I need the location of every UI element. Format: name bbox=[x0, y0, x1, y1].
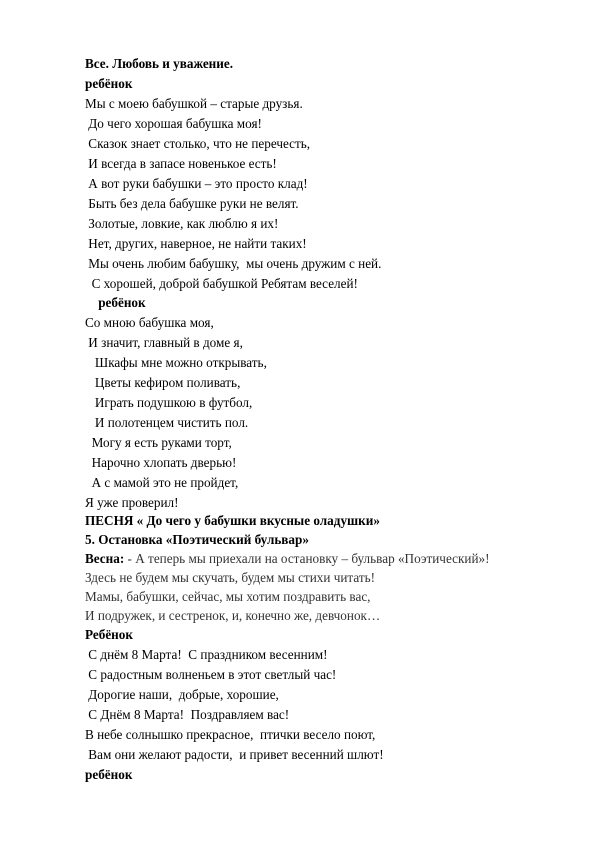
poem-line: Шкафы мне можно открывать, bbox=[85, 355, 267, 370]
poem-line: Сказок знает столько, что не перечесть, bbox=[85, 136, 311, 151]
poem-line: Быть без дела бабушке руки не велят. bbox=[85, 196, 299, 211]
speaker-child-3: Ребёнок bbox=[85, 627, 133, 642]
speaker-spring: Весна: bbox=[85, 551, 125, 566]
poem-line: С хорошей, доброй бабушкой Ребятам веселей! bbox=[85, 276, 358, 291]
poem-line: Цветы кефиром поливать, bbox=[85, 375, 241, 390]
poem-line: В небе солнышко прекрасное, птички весело поют, bbox=[85, 727, 376, 742]
speaker-child-1: ребёнок bbox=[85, 76, 133, 91]
poem-line: С днём 8 Марта! С праздником весенним! bbox=[85, 647, 328, 662]
poem-line: Со мною бабушка моя, bbox=[85, 315, 214, 330]
poem-line: Играть подушкою в футбол, bbox=[85, 395, 253, 410]
poem-line: И подружек, и сестренок, и, конечно же, девчонок… bbox=[85, 608, 381, 623]
poem-line: Золотые, ловкие, как люблю я их! bbox=[85, 216, 279, 231]
poem-line: Нарочно хлопать дверью! bbox=[85, 455, 237, 470]
poem-line: И полотенцем чистить пол. bbox=[85, 415, 249, 430]
poem-line: Мы очень любим бабушку, мы очень дружим с ней. bbox=[85, 256, 382, 271]
speaker-child-2: ребёнок bbox=[85, 295, 146, 310]
poem-line: С радостным волненьем в этот светлый час! bbox=[85, 667, 337, 682]
poem-line: Мы с моею бабушкой – старые друзья. bbox=[85, 96, 303, 111]
speaker-child-4: ребёнок bbox=[85, 767, 133, 782]
poem-line: С Днём 8 Марта! Поздравляем вас! bbox=[85, 707, 290, 722]
spring-speech-line bbox=[85, 551, 489, 567]
poem-line: Дорогие наши, добрые, хорошие, bbox=[85, 687, 279, 702]
poem-line: А с мамой это не пройдет, bbox=[85, 475, 239, 490]
song-heading: ПЕСНЯ « До чего у бабушки вкусные оладушки» bbox=[85, 513, 380, 528]
poem-line: Нет, других, наверное, не найти таких! bbox=[85, 236, 307, 251]
spring-speech-text: - А теперь мы приехали на остановку – бульвар «Поэтический»! bbox=[124, 551, 490, 566]
section-heading: 5. Остановка «Поэтический бульвар» bbox=[85, 532, 309, 547]
poem-line: Мамы, бабушки, сейчас, мы хотим поздравить вас, bbox=[85, 589, 371, 604]
poem-line: А вот руки бабушки – это просто клад! bbox=[85, 176, 308, 191]
poem-line: До чего хорошая бабушка моя! bbox=[85, 116, 262, 131]
poem-line: И всегда в запасе новенькое есть! bbox=[85, 156, 277, 171]
line-all-love-respect: Все. Любовь и уважение. bbox=[85, 56, 234, 71]
poem-line: Здесь не будем мы скучать, будем мы стихи читать! bbox=[85, 570, 375, 585]
poem-line: Могу я есть руками торт, bbox=[85, 435, 232, 450]
poem-line: Я уже проверил! bbox=[85, 495, 179, 510]
poem-line: Вам они желают радости, и привет весенний шлют! bbox=[85, 747, 384, 762]
poem-line: И значит, главный в доме я, bbox=[85, 335, 243, 350]
